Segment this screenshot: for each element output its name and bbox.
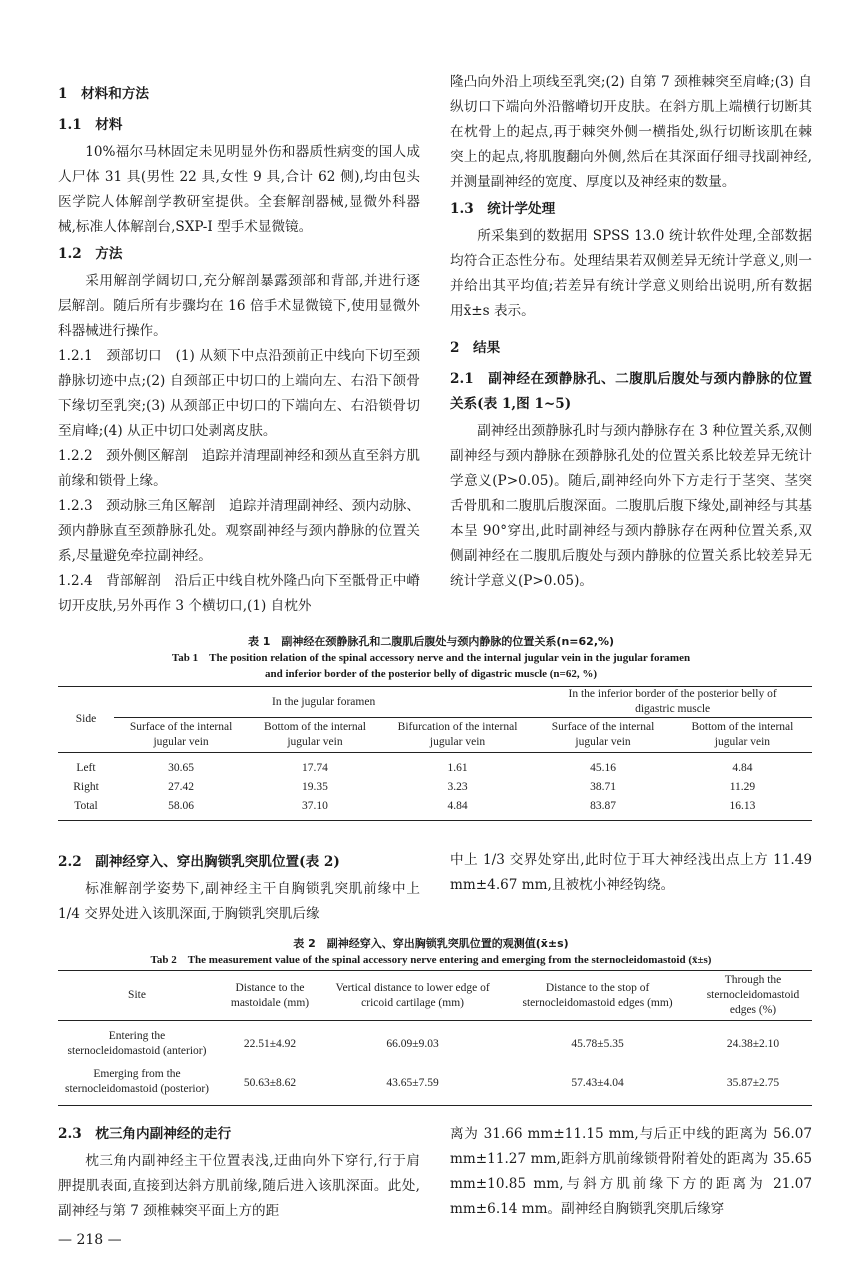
table-cell: 3.23 (447, 781, 468, 793)
section-2-3-left (58, 1120, 420, 1224)
section-heading-2-2: 2.2 副神经穿入、穿出胸锁乳突肌位置(表 2) (58, 854, 340, 870)
paragraph-materials: 10%福尔马林固定未见明显外伤和器质性病变的国人成人尸体 31 具(男性 22 具,女性 9 具,合计 62 侧),均由包头医学院人体解剖学教研室提供。全套解剖器械,显微外科器械,标准人体解剖台,SXP-Ⅰ 型手术显微镜。 (58, 144, 420, 235)
table1-title (0, 634, 862, 682)
paragraph-back-dissection: 1.2.4 背部解剖 沿后正中线自枕外隆凸向下至骶骨正中嵴切开皮肤,另外再作 3 个横切口,(1) 自枕外 (58, 573, 420, 614)
paragraph-2-2-right: 中上 1/3 交界处穿出,此时位于耳大神经浅出点上方 11.49 mm±4.67 mm,且被枕小神经钩绕。 (450, 852, 812, 893)
section-heading-2: 2 结果 (450, 340, 501, 356)
section-heading-1-1: 1.1 材料 (58, 117, 123, 133)
table-cell: 43.65±7.59 (386, 1076, 439, 1089)
table-row (58, 1021, 812, 1062)
table1-group2-header: In the inferior border of the posterior belly of digastric muscle (533, 687, 812, 718)
paragraph-2-3-right: 离为 31.66 mm±11.15 mm,与后正中线的距离为 56.07 mm±11.27 mm,距斜方肌前缘锁骨附着处的距离为 35.65 mm±10.85 mm,与斜方肌前缘下方的距离为 21.07 mm±6.14 mm。副神经自胸锁乳突肌后缘穿 (450, 1126, 812, 1217)
table-cell: 4.84 (447, 800, 468, 812)
table1 (58, 686, 812, 821)
section-heading-1-3: 1.3 统计学处理 (450, 201, 556, 217)
section-heading-1: 1 材料和方法 (58, 86, 150, 102)
paragraph-lateral-neck: 1.2.2 颈外侧区解剖 追踪并清理副神经和颈丛直至斜方肌前缘和锁骨上缘。 (58, 448, 420, 489)
table2-row-label: Entering the sternocleidomastoid (anterior) (67, 1030, 207, 1057)
table2-title-cn: 表 2 副神经穿入、穿出胸锁乳突肌位置的观测值(x̄±s) (293, 937, 569, 950)
table2-col-header: Distance to the mastoidale (mm) (230, 981, 310, 1009)
section-2-3-right (450, 1122, 812, 1222)
paragraph-statistics: 所采集到的数据用 SPSS 13.0 统计软件处理,全部数据均符合正态性分布。处理结果若双侧差异无统计学意义,则一并给出其平均值;若差异有统计学意义则给出说明,所有数据用x̄±s 表示。 (450, 228, 812, 319)
table2-title-en: Tab 2 The measurement value of the spinal accessory nerve entering and emerging from the sternocleidomastoid (x̄±s) (150, 954, 712, 966)
table1-side-header: Side (58, 687, 114, 753)
table1-title-en-1: Tab 1 The position relation of the spinal accessory nerve and the internal jugular vein in the jugular foramen (171, 652, 691, 664)
table1-title-cn: 表 1 副神经在颈静脉孔和二腹肌后腹处与颈内静脉的位置关系(n=62,%) (247, 635, 615, 648)
table-cell: 50.63±8.62 (243, 1076, 297, 1089)
table1-col-header: Bottom of the internal jugular vein (691, 721, 794, 748)
table2-title (0, 936, 862, 968)
table1-row-label: Right (73, 781, 99, 793)
table-cell: 24.38±2.10 (726, 1037, 780, 1050)
table2-col-header: Site (128, 989, 146, 1001)
table1-col-header: Surface of the internal jugular vein (551, 721, 655, 748)
table-cell: 19.35 (302, 781, 328, 793)
paragraph-2-2-left: 标准解剖学姿势下,副神经主干自胸锁乳突肌前缘中上 1/4 交界处进入该肌深面,于胸锁乳突肌后缘 (58, 881, 420, 922)
table-cell: 45.78±5.35 (571, 1037, 624, 1050)
section-heading-2-1: 2.1 副神经在颈静脉孔、二腹肌后腹处与颈内静脉的位置关系(表 1,图 1~5) (450, 371, 812, 412)
paragraph-methods: 采用解剖学阔切口,充分解剖暴露颈部和背部,并进行逐层解剖。随后所有步骤均在 16 倍手术显微镜下,使用显微外科器械进行操作。 (58, 273, 420, 339)
section-2-2-left (58, 848, 420, 927)
table-cell: 57.43±4.04 (571, 1076, 624, 1089)
table-row (58, 778, 812, 797)
table-cell: 16.13 (729, 800, 756, 812)
table1-col-header: Bifurcation of the internal jugular vein (397, 721, 518, 748)
table-cell: 37.10 (302, 800, 328, 812)
paragraph-results-2-1: 副神经出颈静脉孔时与颈内静脉存在 3 种位置关系,双侧副神经与颈内静脉在颈静脉孔处的位置关系比较差异无统计学意义(P>0.05)。随后,副神经向外下方走行于茎突、茎突舌骨肌和二腹肌后腹深面。二腹肌后腹下缘处,副神经与其基本呈 90°穿出,此时副神经与颈内静脉存在两种位置关系,双侧副神经在二腹肌后腹处与颈内静脉的位置关系比较差异无统计学意义(P>0.05)。 (450, 423, 812, 589)
table1-col-header: Bottom of the internal jugular vein (264, 721, 366, 748)
table2 (58, 970, 812, 1106)
table-cell: 66.09±9.03 (386, 1037, 439, 1050)
paragraph-neck-incision: 1.2.1 颈部切口 (1) 从颏下中点沿颈前正中线向下切至颈静脉切迹中点;(2) 自颈部正中切口的上端向左、右沿下颌骨下缘切至乳突;(3) 从颈部正中切口的下端向左、右沿锁骨切至肩峰;(4) 从正中切口处剥离皮肤。 (58, 348, 420, 439)
section-2-2-right (450, 848, 812, 898)
left-column (58, 70, 420, 619)
table-cell: 22.51±4.92 (243, 1037, 297, 1050)
table-cell: 1.61 (447, 762, 468, 774)
page-number: — 218 — (58, 1232, 122, 1248)
table-row (58, 797, 812, 821)
table-row (58, 753, 812, 779)
table-cell: 4.84 (732, 762, 753, 774)
table2-row-label: Emerging from the sternocleidomastoid (posterior) (64, 1068, 210, 1095)
table-cell: 83.87 (590, 800, 616, 812)
table1-row-label: Left (76, 762, 96, 774)
section-heading-2-3: 2.3 枕三角内副神经的走行 (58, 1126, 232, 1142)
table2-col-header: Vertical distance to lower edge of cricoid cartilage (mm) (335, 981, 490, 1009)
table-cell: 58.06 (168, 800, 194, 812)
paragraph-2-3-left: 枕三角内副神经主干位置表浅,迂曲向外下穿行,行于肩胛提肌表面,直接到达斜方肌前缘,随后进入该肌深面。此处,副神经与第 7 颈椎棘突平面上方的距 (58, 1153, 420, 1219)
section-heading-1-2: 1.2 方法 (58, 246, 123, 262)
table1-col-header: Surface of the internal jugular vein (129, 721, 233, 748)
table-cell: 17.74 (302, 762, 328, 774)
table-cell: 27.42 (168, 781, 194, 793)
table-cell: 45.16 (590, 762, 616, 774)
table-cell: 38.71 (590, 781, 616, 793)
table-cell: 30.65 (168, 762, 194, 774)
table2-col-header: Through the sternocleidomastoid edges (%) (706, 974, 800, 1016)
table1-row-label: Total (74, 800, 98, 812)
table1-group1-header: In the jugular foramen (114, 687, 533, 718)
table-row (58, 1061, 812, 1106)
paragraph-back-continued: 隆凸向外沿上项线至乳突;(2) 自第 7 颈椎棘突至肩峰;(3) 自纵切口下端向外沿髂嵴切开皮肤。在斜方肌上端横行切断其在枕骨上的起点,再于棘突外侧一横指处,纵行切断该肌在棘突上的起点,将肌腹翻向外侧,然后在其深面仔细寻找副神经,并测量副神经的宽度、厚度以及神经束的数量。 (450, 74, 812, 190)
right-column (450, 70, 812, 594)
table2-col-header: Distance to the stop of sternocleidomastoid edges (mm) (522, 981, 673, 1009)
table-cell: 11.29 (729, 781, 756, 793)
paragraph-carotid-triangle: 1.2.3 颈动脉三角区解剖 追踪并清理副神经、颈内动脉、颈内静脉直至颈静脉孔处。观察副神经与颈内静脉的位置关系,尽量避免牵拉副神经。 (58, 498, 420, 564)
table1-title-en-2: and inferior border of the posterior belly of digastric muscle (n=62, %) (265, 668, 597, 680)
table-cell: 35.87±2.75 (726, 1076, 780, 1089)
